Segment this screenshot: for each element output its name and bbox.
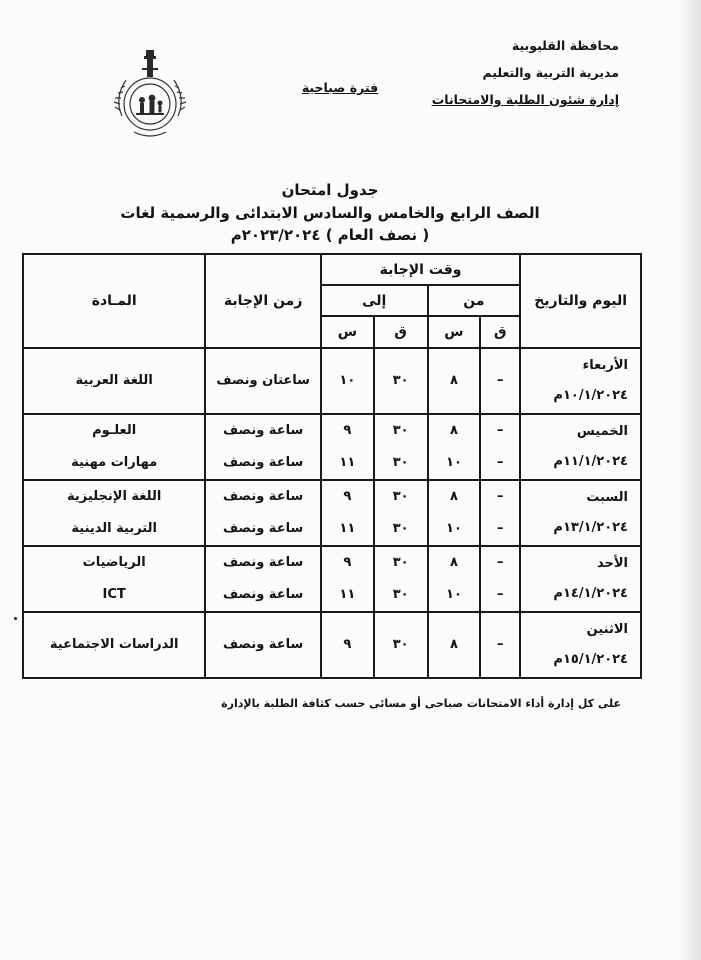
from-hour: ١٠: [446, 587, 462, 602]
exam-date: ١٥/١/٢٠٢٤م: [553, 652, 628, 667]
to-hour: ١٠: [321, 348, 374, 414]
from-hour: ٨: [449, 489, 458, 504]
duration: ساعة ونصف: [223, 423, 304, 438]
header-answer-time: وقت الإجابة: [321, 254, 520, 285]
from-hour: ١٠: [446, 521, 462, 536]
exam-date: ١٤/١/٢٠٢٤م: [553, 586, 628, 601]
header-duration: زمن الإجابة: [205, 254, 321, 348]
exam-date: ١٠/١/٢٠٢٤م: [553, 388, 628, 403]
subject: التربية الدينية: [71, 521, 157, 536]
duration: ساعة ونصف: [223, 521, 304, 536]
day-date-cell: [520, 546, 641, 612]
header-subject: المـادة: [23, 254, 205, 348]
table-row: [23, 348, 641, 414]
from-minute: –: [497, 521, 504, 536]
exam-date: ١١/١/٢٠٢٤م: [553, 454, 628, 469]
header-from-minute: ق: [480, 316, 520, 348]
from-hour: ١٠: [446, 455, 462, 470]
from-minute-cell: [480, 414, 520, 480]
ministry-seal-logo: [100, 46, 200, 146]
to-hour: ٩: [321, 612, 374, 678]
to-minute: ٣٠: [392, 455, 409, 470]
to-hour-cell: [321, 546, 374, 612]
scan-speck: [14, 617, 17, 620]
title-line-1: جدول امتحان: [281, 181, 379, 199]
day-date-cell: [520, 612, 641, 678]
directorate-name: مديرية التربية والتعليم: [482, 65, 619, 80]
subject: ICT: [102, 587, 126, 602]
to-hour: ١١: [339, 587, 356, 602]
header-to: إلى: [321, 285, 428, 316]
to-minute-cell: [374, 546, 428, 612]
to-minute: ٣٠: [392, 555, 409, 570]
subject-cell: [23, 480, 205, 546]
subject: مهارات مهنية: [71, 455, 158, 470]
header-to-hour: س: [321, 316, 374, 348]
duration: ساعة ونصف: [223, 587, 304, 602]
day-date-cell: [520, 348, 641, 414]
duration: ساعة ونصف: [205, 612, 321, 678]
subject-cell: [23, 414, 205, 480]
to-minute: ٣٠: [392, 423, 409, 438]
day-date-cell: [520, 480, 641, 546]
subject: اللغة العربية: [23, 348, 205, 414]
from-hour: ٨: [428, 612, 481, 678]
issuer-block: [432, 40, 619, 121]
to-hour-cell: [321, 480, 374, 546]
day-name: الأربعاء: [582, 358, 628, 373]
to-minute-cell: [374, 480, 428, 546]
to-minute: ٣٠: [374, 612, 428, 678]
header-from-hour: س: [428, 316, 481, 348]
from-hour-cell: [428, 414, 481, 480]
to-hour: ١١: [339, 521, 356, 536]
page-edge-shadow: [679, 0, 701, 960]
to-minute: ٣٠: [392, 521, 409, 536]
document-title-block: [120, 178, 540, 246]
to-hour: ٩: [343, 555, 352, 570]
duration-cell: [205, 546, 321, 612]
duration: ساعة ونصف: [223, 455, 304, 470]
to-minute-cell: [374, 414, 428, 480]
from-hour: ٨: [449, 555, 458, 570]
exam-schedule-table: [22, 253, 642, 679]
duration: ساعتان ونصف: [205, 348, 321, 414]
table-row: [23, 546, 641, 612]
from-minute: –: [480, 612, 520, 678]
from-minute: –: [497, 489, 504, 504]
title-line-3: ( نصف العام ) ٢٠٢٣/٢٠٢٤م: [230, 226, 430, 244]
from-minute: –: [497, 423, 504, 438]
duration-cell: [205, 414, 321, 480]
subject: اللغة الإنجليزية: [67, 489, 162, 504]
from-hour-cell: [428, 480, 481, 546]
to-hour-cell: [321, 414, 374, 480]
table-row: [23, 414, 641, 480]
to-hour: ٩: [343, 489, 352, 504]
exam-period: فترة صباحية: [301, 80, 379, 95]
day-name: الاثنين: [586, 622, 628, 637]
footnote: على كل إدارة أداء الامتحانات صباحى أو مسائى حسب كثافة الطلبة بالإدارة: [221, 697, 621, 710]
department-name: إدارة شئون الطلبة والامتحانات: [431, 92, 619, 107]
from-minute-cell: [480, 546, 520, 612]
day-name: الخميس: [576, 424, 628, 439]
subject: العلـوم: [92, 423, 137, 438]
from-hour: ٨: [449, 423, 458, 438]
day-date-cell: [520, 414, 641, 480]
from-minute: –: [480, 348, 520, 414]
table-row: [23, 612, 641, 678]
day-name: السبت: [586, 490, 628, 505]
to-hour: ١١: [339, 455, 356, 470]
header-day-date: اليوم والتاريخ: [520, 254, 641, 348]
duration: ساعة ونصف: [223, 489, 304, 504]
from-minute: –: [497, 555, 504, 570]
from-minute: –: [497, 587, 504, 602]
from-hour: ٨: [428, 348, 481, 414]
exam-date: ١٣/١/٢٠٢٤م: [553, 520, 628, 535]
to-hour: ٩: [343, 423, 352, 438]
from-minute-cell: [480, 480, 520, 546]
to-minute: ٣٠: [392, 489, 409, 504]
governorate-name: محافظة القليوبية: [511, 38, 619, 53]
subject: الدراسات الاجتماعية: [23, 612, 205, 678]
to-minute: ٣٠: [392, 587, 409, 602]
from-minute: –: [497, 455, 504, 470]
to-minute: ٣٠: [374, 348, 428, 414]
header-from: من: [428, 285, 521, 316]
day-name: الأحد: [596, 556, 628, 571]
table-row: [23, 480, 641, 546]
header-to-minute: ق: [374, 316, 428, 348]
from-hour-cell: [428, 546, 481, 612]
subject-cell: [23, 546, 205, 612]
title-line-2: الصف الرابع والخامس والسادس الابتدائى والرسمية لغات: [120, 204, 540, 222]
subject: الرياضيات: [82, 555, 146, 570]
duration: ساعة ونصف: [223, 555, 304, 570]
duration-cell: [205, 480, 321, 546]
